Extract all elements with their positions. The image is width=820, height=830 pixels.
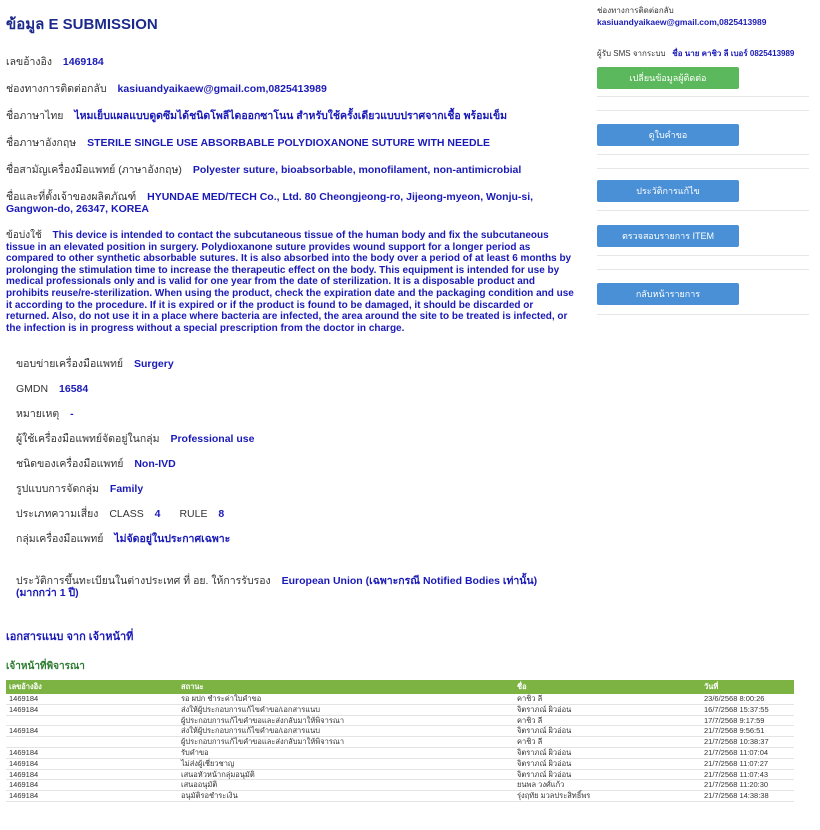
device-group-row [16,533,578,545]
rule-value: 8 [218,508,225,521]
user-group-value: Professional use [170,433,255,446]
divider [597,255,809,256]
divider [597,314,809,315]
divider [597,96,809,97]
table-row [6,791,794,802]
divider [597,154,809,155]
thai-name-label: ชื่อภาษาไทย [6,110,64,122]
column-header-ref: เลขอ้างอิง [6,680,178,694]
cell-status: เสนอหัวหน้ากลุ่มอนุมัติ [178,769,514,780]
note-label: หมายเหตุ [16,408,60,421]
cell-ref: 1469184 [6,769,178,780]
cell-status: ไม่ส่งผู้เชี่ยวชาญ [178,758,514,769]
grouping-row [16,483,578,495]
cell-ref: 1469184 [6,780,178,791]
cell-ref: 1469184 [6,758,178,769]
table-row [6,704,794,715]
edit-history-button[interactable]: ประวัติการแก้ไข [597,180,739,202]
user-group-row [16,433,578,445]
status-log-table [6,680,794,802]
table-row [6,715,794,726]
ref-row [6,56,578,68]
table-row [6,780,794,791]
gmdn-label: GMDN [16,383,49,396]
cell-ref [6,715,178,726]
table-row [6,769,794,780]
cell-date: 21/7/2568 9:56:51 [701,726,794,737]
sidebar-contact-value: kasiuandyaikaew@gmail.com,0825413989 [597,17,767,27]
registration-history-label: ประวัติการขึ้นทะเบียนในต่างประเทศ ที่ อย. ให้การรับรอง [16,575,271,588]
main-content [6,12,578,612]
generic-name-label: ชื่อสามัญเครื่องมือแพทย์ (ภาษาอังกฤษ) [6,164,182,176]
thai-name-row [6,110,578,122]
check-items-button[interactable]: ตรวจสอบรายการ ITEM [597,225,739,247]
class-value: 4 [154,508,161,521]
sidebar [597,4,809,299]
cell-ref: 1469184 [6,747,178,758]
scope-row [16,358,578,370]
maker-value: HYUNDAE MED/TECH Co., Ltd. 80 Cheongjeong-ro, Jijeong-myeon, Wonju-si, Gangwon-do, 26347, KOREA [6,191,534,215]
cell-status: เสนออนุมัติ [178,780,514,791]
cell-status: ผู้ประกอบการแก้ไขคำขอและส่งกลับมาให้พิจารณา [178,737,514,748]
officer-section-title: เจ้าหน้าที่พิจารณา [6,661,85,672]
table-header-row [6,680,794,694]
eng-name-value: STERILE SINGLE USE ABSORBABLE POLYDIOXANONE SUTURE WITH NEEDLE [87,137,490,149]
table-row [6,726,794,737]
divider [597,269,809,270]
grouping-label: รูปแบบการจัดกลุ่ม [16,483,99,496]
cell-name: รุ่งฤทัย มวลประสิทธิ์พร [514,791,701,802]
cell-date: 21/7/2568 11:07:27 [701,758,794,769]
cell-date: 17/7/2568 9:17:59 [701,715,794,726]
registration-history-row [16,575,578,599]
device-details [6,358,578,599]
cell-name: ยนพล วงศ์แก้ว [514,780,701,791]
sms-recipient [597,47,809,60]
registration-history-value: European Union (เฉพาะกรณี Notified Bodies เท่านั้น) (มากกว่า 1 ปี) [16,575,538,600]
cell-status: ผู้ประกอบการแก้ไขคำขอและส่งกลับมาให้พิจารณา [178,715,514,726]
cell-date: 21/7/2568 11:07:04 [701,747,794,758]
generic-name-value: Polyester suture, bioabsorbable, monofilament, non-antimicrobial [192,164,522,176]
thai-name-value: ไหมเย็บแผลแบบดูดซึมได้ชนิดโพลีไดออกซาโนน สำหรับใช้ครั้งเดียวแบบปราศจากเชื้อ พร้อมเข็ม [74,110,508,122]
attached-docs-link[interactable]: เอกสารแนบ จาก เจ้าหน้าที่ [6,631,134,643]
cell-name: คาชิว ลี [514,737,701,748]
cell-date: 21/7/2568 11:20:30 [701,780,794,791]
maker-row [6,191,578,215]
cell-name: จิตราภณ์ ผิวอ่อน [514,726,701,737]
purpose-label: ข้อบ่งใช้ [6,230,42,241]
change-contact-button[interactable]: เปลี่ยนข้อมูลผู้ติดต่อ [597,67,739,89]
sidebar-contact [597,4,809,27]
cell-ref [6,737,178,748]
cell-name: จิตราภณ์ ผิวอ่อน [514,758,701,769]
divider [597,110,809,111]
cell-date: 16/7/2568 15:37:55 [701,704,794,715]
sms-value: ชื่อ นาย คาชิว ลี เบอร์ 0825413989 [672,49,795,58]
cell-status: รอ ผปก ชำระค่าใบคำขอ [178,694,514,704]
cell-ref: 1469184 [6,704,178,715]
device-type-value: Non-IVD [134,458,176,471]
sms-label: ผู้รับ SMS จากระบบ [597,49,666,58]
class-label: CLASS [109,508,144,521]
purpose-row [6,230,578,334]
risk-label: ประเภทความเสี่ยง [16,508,99,521]
device-type-label: ชนิดของเครื่องมือแพทย์ [16,458,124,471]
column-header-name: ชื่อ [514,680,701,694]
column-header-status: สถานะ [178,680,514,694]
maker-label: ชื่อและที่ตั้งเจ้าของผลิตภัณฑ์ [6,191,137,203]
contact-row [6,83,578,95]
scope-label: ขอบข่ายเครื่องมือแพทย์ [16,358,124,371]
cell-date: 21/7/2568 10:38:37 [701,737,794,748]
page-title: ข้อมูล E SUBMISSION [6,16,158,33]
table-row [6,694,794,704]
cell-ref: 1469184 [6,791,178,802]
view-request-button[interactable]: ดูใบคำขอ [597,124,739,146]
gmdn-value: 16584 [59,383,89,396]
back-to-list-button[interactable]: กลับหน้ารายการ [597,283,739,305]
divider [597,168,809,169]
cell-name: จิตราภณ์ ผิวอ่อน [514,704,701,715]
cell-date: 21/7/2568 11:07:43 [701,769,794,780]
cell-status: ส่งให้ผู้ประกอบการแก้ไขคำขอ/เอกสารแนบ [178,726,514,737]
grouping-value: Family [109,483,144,496]
device-group-label: กลุ่มเครื่องมือแพทย์ [16,533,104,546]
purpose-value: This device is intended to contact the subcutaneous tissue of the human body and fix the subcutaneous tissue in an elevated position in surgery. Polydioxanone suture provides wound support for a longer period as compared to other synthetic absorbable sutures. It is also absorbed into the body over a period of at least 6 months by prolonging the stimulation time to increase the therapeutic effect on the body. This equipment is intended for use by medical professionals only and is valid for one year from the date of sterilization. It is a disposable product and prohibits reuse/re-sterilization. When using the product, check the expiration date and the packaging condition and use it according to the procedure. If it is expired or if the product is found to be damaged, it should be discarded or returned. Also, do not use it in a place where bacteria are infected, the area around the site to be treated is infected, or the infection is in progress without a special prescription from the doctor in charge. [6,230,574,334]
contact-label: ช่องทางการติดต่อกลับ [6,83,107,95]
divider [597,210,809,211]
cell-status: รับคำขอ [178,747,514,758]
sidebar-contact-label: ช่องทางการติดต่อกลับ [597,6,674,15]
rule-label: RULE [179,508,208,521]
cell-ref: 1469184 [6,694,178,704]
cell-status: ส่งให้ผู้ประกอบการแก้ไขคำขอ/เอกสารแนบ [178,704,514,715]
cell-name: คาชิว ลี [514,715,701,726]
table-row [6,758,794,769]
eng-name-label: ชื่อภาษาอังกฤษ [6,137,77,149]
table-row [6,737,794,748]
device-type-row [16,458,578,470]
eng-name-row [6,137,578,149]
note-row [16,408,578,420]
cell-date: 21/7/2568 14:38:38 [701,791,794,802]
cell-status: อนุมัติรอชำระเงิน [178,791,514,802]
device-group-value: ไม่จัดอยู่ในประกาศเฉพาะ [114,533,231,546]
note-value: - [70,408,74,421]
ref-value: 1469184 [62,56,104,68]
ref-label: เลขอ้างอิง [6,56,52,68]
cell-ref: 1469184 [6,726,178,737]
gmdn-row [16,383,578,395]
user-group-label: ผู้ใช้เครื่องมือแพทย์จัดอยู่ในกลุ่ม [16,433,160,446]
column-header-date: วันที่ [701,680,794,694]
cell-date: 23/6/2568 8:00:26 [701,694,794,704]
risk-row [16,508,578,520]
generic-name-row [6,164,578,176]
cell-name: คาชิว ลี [514,694,701,704]
contact-value: kasiuandyaikaew@gmail.com,0825413989 [117,83,327,95]
cell-name: จิตราภณ์ ผิวอ่อน [514,769,701,780]
cell-name: จิตราภณ์ ผิวอ่อน [514,747,701,758]
scope-value: Surgery [133,358,174,371]
table-row [6,747,794,758]
